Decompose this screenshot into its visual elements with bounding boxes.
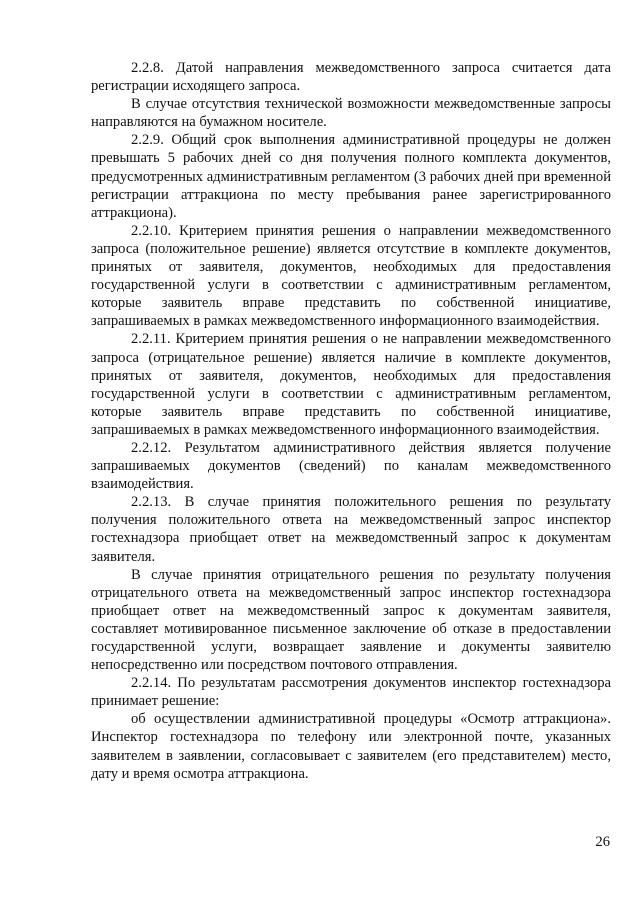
page-number: 26: [595, 834, 610, 850]
paragraph-2-2-13: 2.2.13. В случае принятия положительного решения по результату получения положительного ответа на межведомственный запрос инспектор гостехнадзора приобщает ответ на межведомственный запрос к документам заявителя.: [91, 494, 611, 565]
paragraph-no-technical-capability: В случае отсутствия технической возможности межведомственные запросы направляются на бумажном носителе.: [91, 96, 611, 131]
paragraph-2-2-9: 2.2.9. Общий срок выполнения административной процедуры не должен превышать 5 рабочих дней со дня получения полного комплекта документов, предусмотренных административным регламентом (3 рабочих дней при временной регистрации аттракциона по месту пребывания ранее зарегистрированного аттракциона).: [91, 132, 611, 221]
paragraph-negative-decision: В случае принятия отрицательного решения по результату получения отрицательного ответа на межведомственный запрос инспектор гостехнадзора приобщает ответ на межведомственный запрос к документам заявителя, составляет мотивированное письменное заключение об отказе в предоставлении государственной услуги, возвращает заявление и документы заявителю непосредственно или посредством почтового отправления.: [91, 566, 611, 674]
paragraph-2-2-11: 2.2.11. Критерием принятия решения о не направлении межведомственного запроса (отрицательное решение) является наличие в комплекте документов, принятых от заявителя, документов, необходимых для предоставления государственной услуги в соответствии с административным регламентом, которые заявитель вправе представить по собственной инициативе, запрашиваемых в рамках межведомственного информационного взаимодействия.: [91, 331, 611, 438]
paragraph-2-2-12: 2.2.12. Результатом административного действия является получение запрашиваемых документов (сведений) по каналам межведомственного взаимодействия.: [91, 439, 611, 493]
document-body: [91, 59, 611, 783]
paragraph-inspection-decision: об осуществлении административной процедуры «Осмотр аттракциона». Инспектор гостехнадзора по телефону или электронной почте, указанных заявителем в заявлении, согласовывает с заявителем (его представителем) место, дату и время осмотра аттракциона.: [91, 711, 611, 782]
paragraph-2-2-8: 2.2.8. Датой направления межведомственного запроса считается дата регистрации исходящего запроса.: [91, 60, 611, 95]
paragraph-2-2-14: 2.2.14. По результатам рассмотрения документов инспектор гостехнадзора принимает решение:: [91, 675, 611, 710]
paragraph-2-2-10: 2.2.10. Критерием принятия решения о направлении межведомственного запроса (положительное решение) является отсутствие в комплекте документов, принятых от заявителя, документов, необходимых для предоставления государственной услуги в соответствии с административным регламентом, которые заявитель вправе представить по собственной инициативе, запрашиваемых в рамках межведомственного информационного взаимодействия.: [91, 222, 611, 330]
